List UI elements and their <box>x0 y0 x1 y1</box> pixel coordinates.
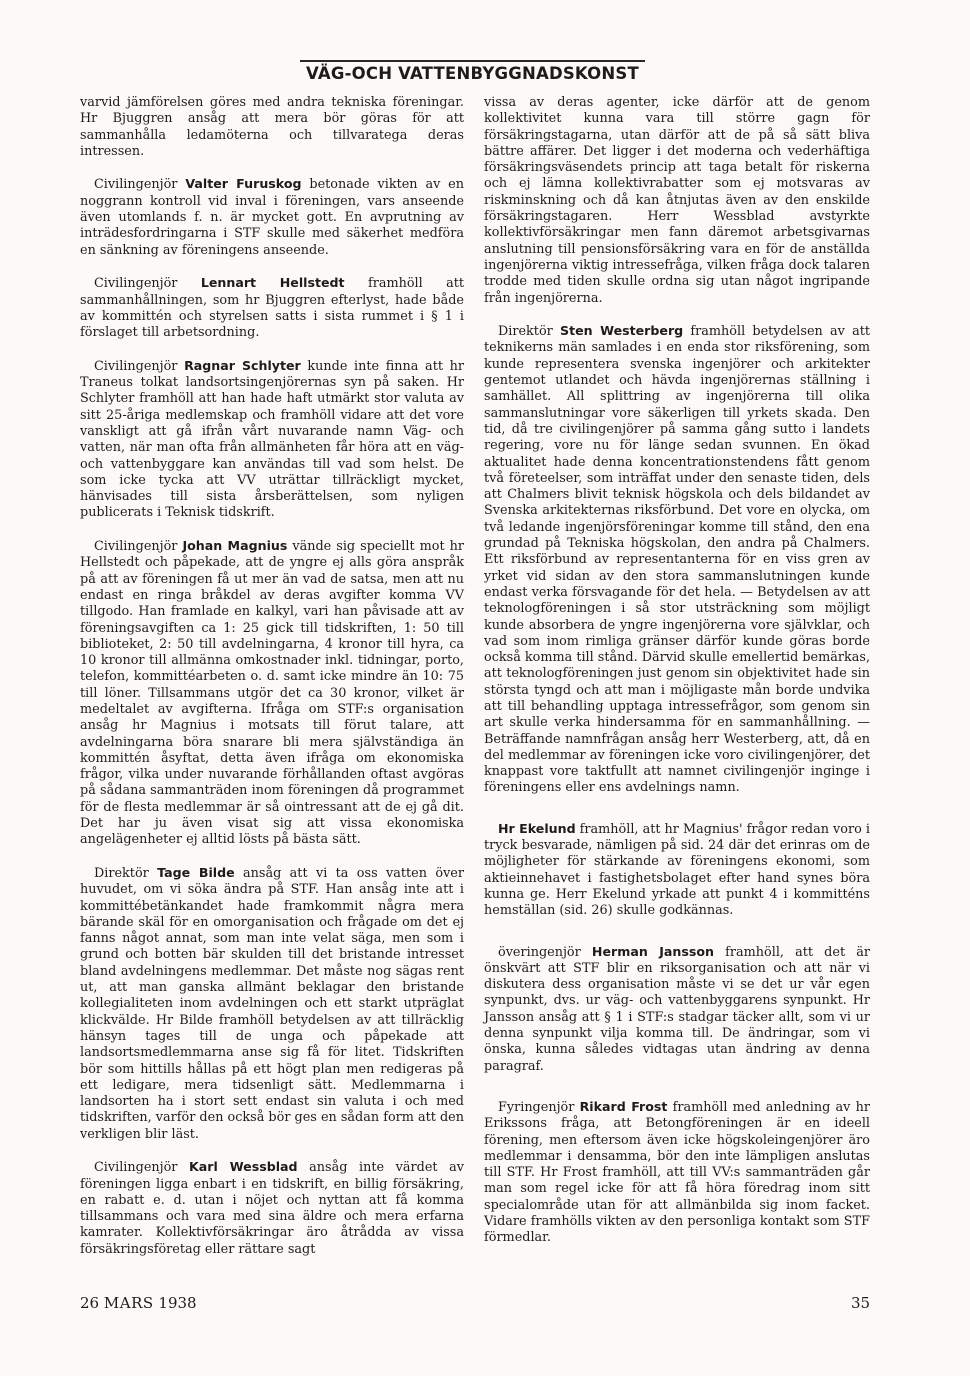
paragraph-text: framhöll att sammanhållningen, som hr Bjuggren efterlyst, hade både av kommittén och styrelsen satts i sista rummet i § 1 i förslaget till arbetsordning. <box>80 276 465 341</box>
paragraph <box>80 538 464 849</box>
speaker-name: Hr Ekelund <box>498 820 576 836</box>
page-number: 35 <box>851 1294 871 1312</box>
speaker-title: överingenjör <box>498 944 592 960</box>
paragraph <box>80 865 464 1143</box>
footer-year: 1938 <box>158 1294 197 1312</box>
speaker-title: Direktör <box>94 865 158 881</box>
footer-month: MARS <box>103 1294 154 1312</box>
paragraph <box>484 95 870 307</box>
speaker-name: Ragnar Schlyter <box>184 357 301 373</box>
journal-masthead: VÄG-OCH VATTENBYGGNADSKONST <box>300 60 645 83</box>
paragraph <box>484 323 870 797</box>
paragraph <box>80 275 464 341</box>
paragraph-text: betonade vikten av en noggrann kontroll vid inval i föreningen, vars anseende även utomlands f. n. är mycket gott. En avprutning av inträdesfordringarna i STF skulle med säkerhet medföra en sänkning av föreningens anseende. <box>80 177 464 258</box>
paragraph <box>80 176 464 258</box>
speaker-name: Johan Magnius <box>182 538 288 554</box>
paragraph-text: framhöll betydelsen av att teknikerns män samlades i en enda stor riksförening, som kunde representera svenska ingenjörer och arkitekter gentemot utlandet och hävda ingenjörernas ställning i samhället. All splittring av ingenjörerna till olika sammanslutningar vore säkerligen till yrkets skada. Den tid, då tre civilingenjörer på samma gång sutto i landets regering, vore nu för länge sedan svunnen. En ökad aktualitet hade denna koncentrationstendens fått genom två företeelser, som inträffat under den senaste tiden, dels att Chalmers blivit teknisk högskola och dels bildandet av Svenska arkitekternas riksförbund. Det vore en olycka, om två ledande ingenjörsföreningar komme till stånd, den ena grundad på Tekniska högskolan, den andra på Chalmers. Ett riksförbund av representanterna för en viss gren av yrket vid sidan av den stora sammanslutningen kunde endast verka försvagande för det hela. — Betydelsen av att teknologföreningen i så stor utsträckning som möjligt kunde absorbera de yngre ingenjörerna vore självklar, och vad som inom rimliga gränser därför kunde göras borde också komma till stånd. Därvid skulle emellertid bemärkas, att teknologföreningen just genom sin objektivitet hade sin största tyngd och att man i möjligaste mån borde undvika att till behandling upptaga intressefrågor, som genom sin art skulle verka hindersamma för en sammanhållning. — Beträffande namnfrågan ansåg herr Westerberg, att, då en del medlemmar av föreningen icke voro civilingenjörer, det knappast vore taktfullt att namnet civilingenjör inginge i föreningens eller ens avdelnings namn. <box>484 324 871 796</box>
speaker-name: Tage Bilde <box>157 864 235 880</box>
left-column <box>80 95 464 1274</box>
speaker-name: Rikard Frost <box>579 1098 668 1114</box>
paragraph <box>80 95 464 160</box>
paragraph-text: ansåg inte värdet av föreningen ligga enbart i en tidskrift, en billig försäkring, en rabatt e. d. utan i nöjet och nyttan att få komma tillsammans och vara med sina äldre och mera erfarna kamrater. Kollektivförsäkringar äro åtrådda av vissa försäkringsföretag eller rättare sagt <box>80 1160 465 1257</box>
speaker-name: Herman Jansson <box>591 943 715 959</box>
paragraph-text: vände sig speciellt mot hr Hellstedt och påpekade, att de yngre ej alls göra anspråk på att av föreningen få ut mer än vad de satsa, men att nu endast en ringa bråkdel av deras avgifter komma VV tillgodo. Han framlade en kalkyl, vari han påvisade att av föreningsavgiften ca 1: 25 gick till tidskriften, 1: 50 till biblioteket, 2: 50 till avdelningarna, 4 kronor till hyra, ca 10 kronor till allmänna omkostnader inkl. tidningar, porto, telefon, kommittéarbeten o. d. samt icke mindre än 10: 75 till löner. Tillsammans utgör det ca 30 kronor, vilket är medeltalet av avgifterna. Ifråga om STF:s organisation ansåg hr Magnius i motsats till förut talare, att avdelningarna böra snarare bli mera självständiga än kommittén åsyftat, detta även ifråga om ekonomiska frågor, vilka under nuvarande förhållanden oftast avgöras på sådana sammanträden inom föreningen då programmet för de flesta medlemmar är så ointressant att de ej gå dit. Det har ju även visat sig att vissa ekonomiska angelägenheter ej alltid lösts på bästa sätt. <box>80 539 465 848</box>
footer-day: 26 <box>80 1294 100 1312</box>
paragraph <box>80 1159 464 1258</box>
paragraph <box>484 944 870 1075</box>
speaker-title: Civilingenjör <box>94 358 185 374</box>
paragraph-text: varvid jämförelsen göres med andra tekniska föreningar. Hr Bjuggren ansåg att mera bör göras för att sammanhålla ledamöterna och tillvaratega deras intressen. <box>80 95 464 159</box>
speaker-title: Civilingenjör <box>94 177 186 193</box>
speaker-title: Fyringenjör <box>498 1099 580 1115</box>
speaker-title: Civilingenjör <box>94 539 183 555</box>
paragraph-text: vissa av deras agenter, icke därför att de genom kollektivitet kunna vara till större gagn för försäkringstagarna, utan därför att de på så sätt bliva bättre affärer. Det ligger i det moderna och vederhäftiga försäkringsväsendets princip att taga betalt för riskerna och ej lämna kollektivrabatter som ej motsvaras av riskminskning och då kan åtnjutas även av den enskilde försäkringstagaren. Herr Wessblad avstyrkte kollektivförsäkringar men fann däremot arbetsgivarnas anslutning till pensionsförsäkring vara en för de anställda ingenjörerna viktig intressefråga, vilken fråga dock talaren trodde med tiden skulle ordna sig utan något ingripande från ingenjörerna. <box>484 95 870 306</box>
speaker-name: Lennart Hellstedt <box>200 275 345 291</box>
paragraph-text: ansåg att vi ta oss vatten över huvudet, om vi söka ändra på STF. Han ansåg inte att i kommittébetänkandet hade framkommit några mera bärande skäl för en omorganisation och frågade om det ej fanns något annat, som man inte velat säga, men som i grund och botten bär skulden till det bristande intresset bland avdelningens medlemmar. Det måste nog sägas rent ut, att man ganska allmänt beklagar den bristande kollegialiteten inom avdelningen och ett starkt utpräglat klickvälde. Hr Bilde framhöll betydelsen av att tillräcklig hänsyn tages till de unga och påpekade att landsortsmedlemmarna anse sig få för litet. Tidskriften bör som hittills hållas på ett högt plan men redigeras på ett ledigare, mera tidsenligt sätt. Medlemmarna i landsorten ha i stort sett endast sin valuta i och med tidskriften, varför den också bör ges en sådan form att den verkligen blir läst. <box>80 865 464 1142</box>
right-column <box>484 95 870 1263</box>
paragraph <box>484 1099 870 1247</box>
speaker-name: Karl Wessblad <box>189 1159 298 1175</box>
paragraph-text: kunde inte finna att hr Traneus tolkat landsortsingenjörernas syn på saken. Hr Schlyter framhöll att han hade haft utmärkt stor valuta av sitt 25-åriga medlemskap och framhöll vidare att det vore vanskligt att gå ifrån vårt nuvarande namn Väg- och vatten, när man ofta från allmänheten får höra att en väg- och vattenbyggare kan användas till vad som helst. De som icke tycka att VV uträttar tillräckligt mycket, hänvisades till sista årsberättelsen, som nyligen publicerats i Teknisk tidskrift. <box>80 358 464 521</box>
paragraph-text: framhöll, att det är önskvärt att STF blir en riksorganisation och att när vi diskutera dess organisation måste vi se det ur vår egen synpunkt, dvs. ur väg- och vattenbyggarens synpunkt. Hr Jansson ansåg att § 1 i STF:s stadgar täcker allt, som vi ur denna synpunkt vilja komma till. De ändringar, som vi önska, kunna således vidtagas utan ändring av denna paragraf. <box>484 944 870 1074</box>
speaker-title: Civilingenjör <box>94 1160 190 1176</box>
speaker-title: Civilingenjör <box>94 276 201 292</box>
footer-date <box>80 1294 197 1312</box>
speaker-name: Valter Furuskog <box>185 176 302 192</box>
paragraph <box>484 821 870 920</box>
paragraph-text: framhöll, att hr Magnius' frågor redan voro i tryck besvarade, nämligen på sid. 24 där det erinras om de möjligheter för stärkande av föreningens ekonomi, som aktieinnehavet i fastighetsbolaget efter hand synes böra kunna ge. Herr Ekelund yrkade att punkt 4 i kommitténs hemställan (sid. 26) skulle godkännas. <box>484 821 870 919</box>
speaker-title: Direktör <box>498 324 560 340</box>
paragraph-text: framhöll med anledning av hr Erikssons fråga, att Betongföreningen är en ideell förening, men eftersom även icke högskoleingenjörer äro medlemmar i densamma, bör den inte lämpligen anslutas till STF. Hr Frost framhöll, att till VV:s sammanträden går man som regel icke för att få höra föredrag inom sitt specialområde utan för att allmänbilda sig inom facket. Vidare framhölls vikten av den personliga kontakt som STF förmedlar. <box>484 1099 870 1246</box>
speaker-name: Sten Westerberg <box>560 323 684 339</box>
paragraph <box>80 358 464 522</box>
